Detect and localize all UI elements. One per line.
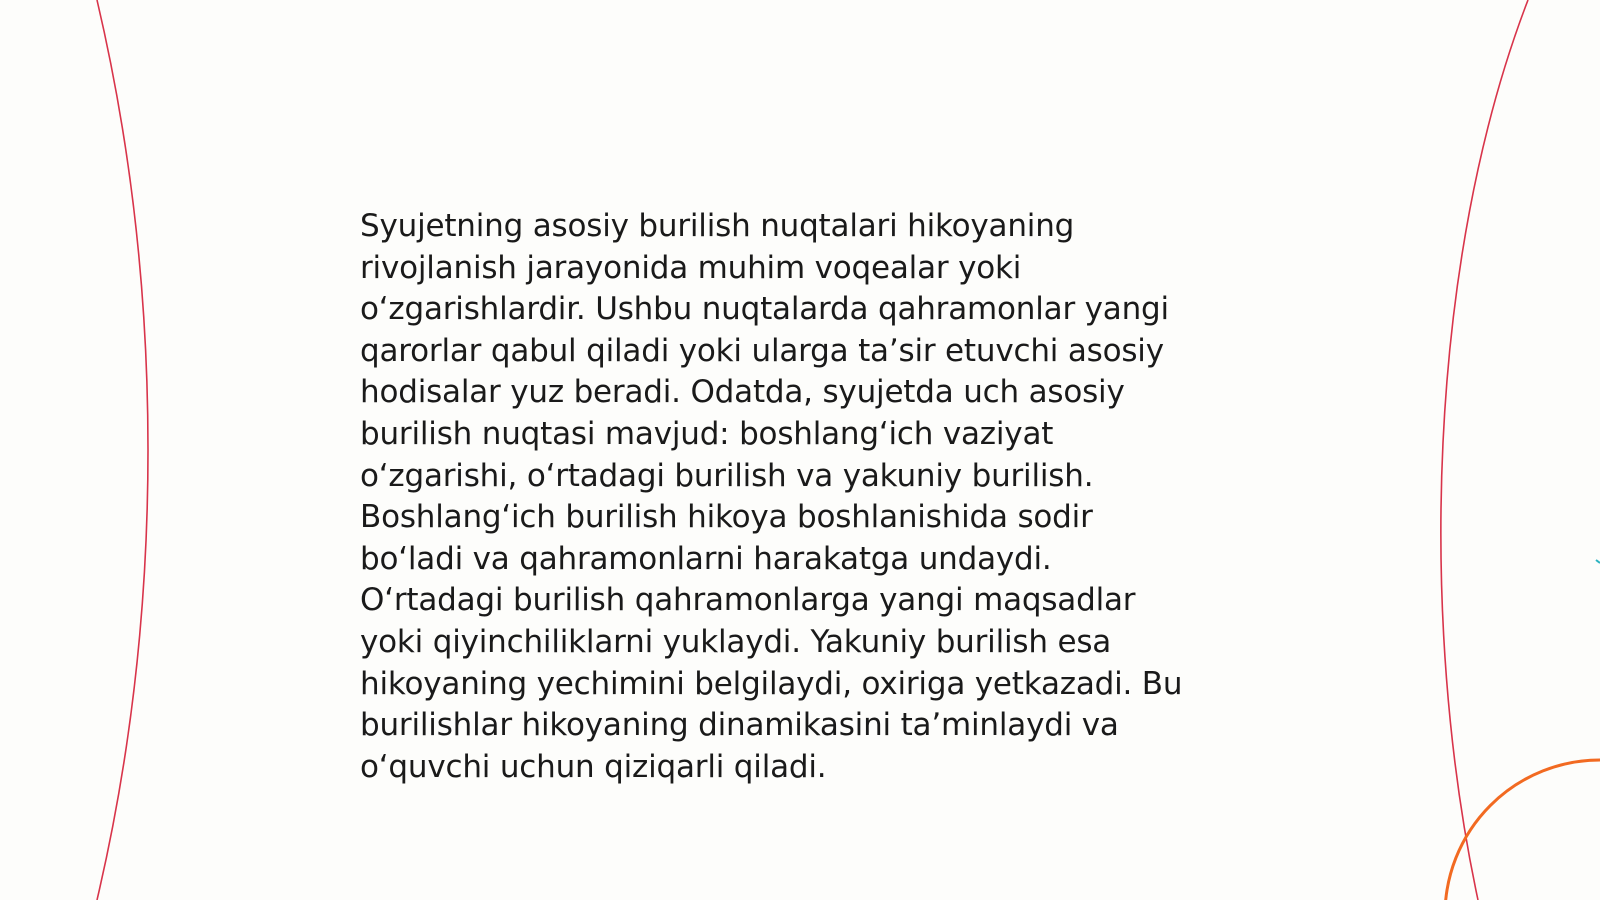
paragraph-line: yoki qiyinchiliklarni yuklaydi. Yakuniy burilish esa — [360, 623, 1112, 660]
paragraph-line: hodisalar yuz beradi. Odatda, syujetda uch asosiy — [360, 374, 1125, 411]
corner-circle-decoration — [1445, 760, 1600, 900]
teal-tick-decoration — [1596, 560, 1600, 563]
paragraph-line: rivojlanish jarayonida muhim voqealar yoki — [360, 249, 1022, 286]
paragraph-line: O‘rtadagi burilish qahramonlarga yangi maqsadlar — [360, 582, 1136, 619]
paragraph-line: o‘zgarishi, o‘rtadagi burilish va yakuniy burilish. — [360, 457, 1094, 494]
paragraph-line: qarorlar qabul qiladi yoki ularga ta’sir etuvchi asosiy — [360, 332, 1164, 369]
body-paragraph — [360, 206, 1240, 788]
paragraph-line: bo‘ladi va qahramonlarni harakatga undaydi. — [360, 540, 1052, 577]
paragraph-line: hikoyaning yechimini belgilaydi, oxiriga yetkazadi. Bu — [360, 665, 1183, 702]
paragraph-line: o‘zgarishlardir. Ushbu nuqtalarda qahramonlar yangi — [360, 291, 1169, 328]
paragraph-line: o‘quvchi uchun qiziqarli qiladi. — [360, 748, 827, 785]
paragraph-line: Syujetning asosiy burilish nuqtalari hikoyaning — [360, 208, 1075, 244]
paragraph-line: burilish nuqtasi mavjud: boshlang‘ich vaziyat — [360, 415, 1054, 452]
right-arc-decoration — [1441, 0, 1528, 900]
left-arc-decoration — [97, 0, 148, 900]
paragraph-line: Boshlang‘ich burilish hikoya boshlanishida sodir — [360, 499, 1093, 536]
paragraph-line: burilishlar hikoyaning dinamikasini ta’minlaydi va — [360, 707, 1119, 744]
